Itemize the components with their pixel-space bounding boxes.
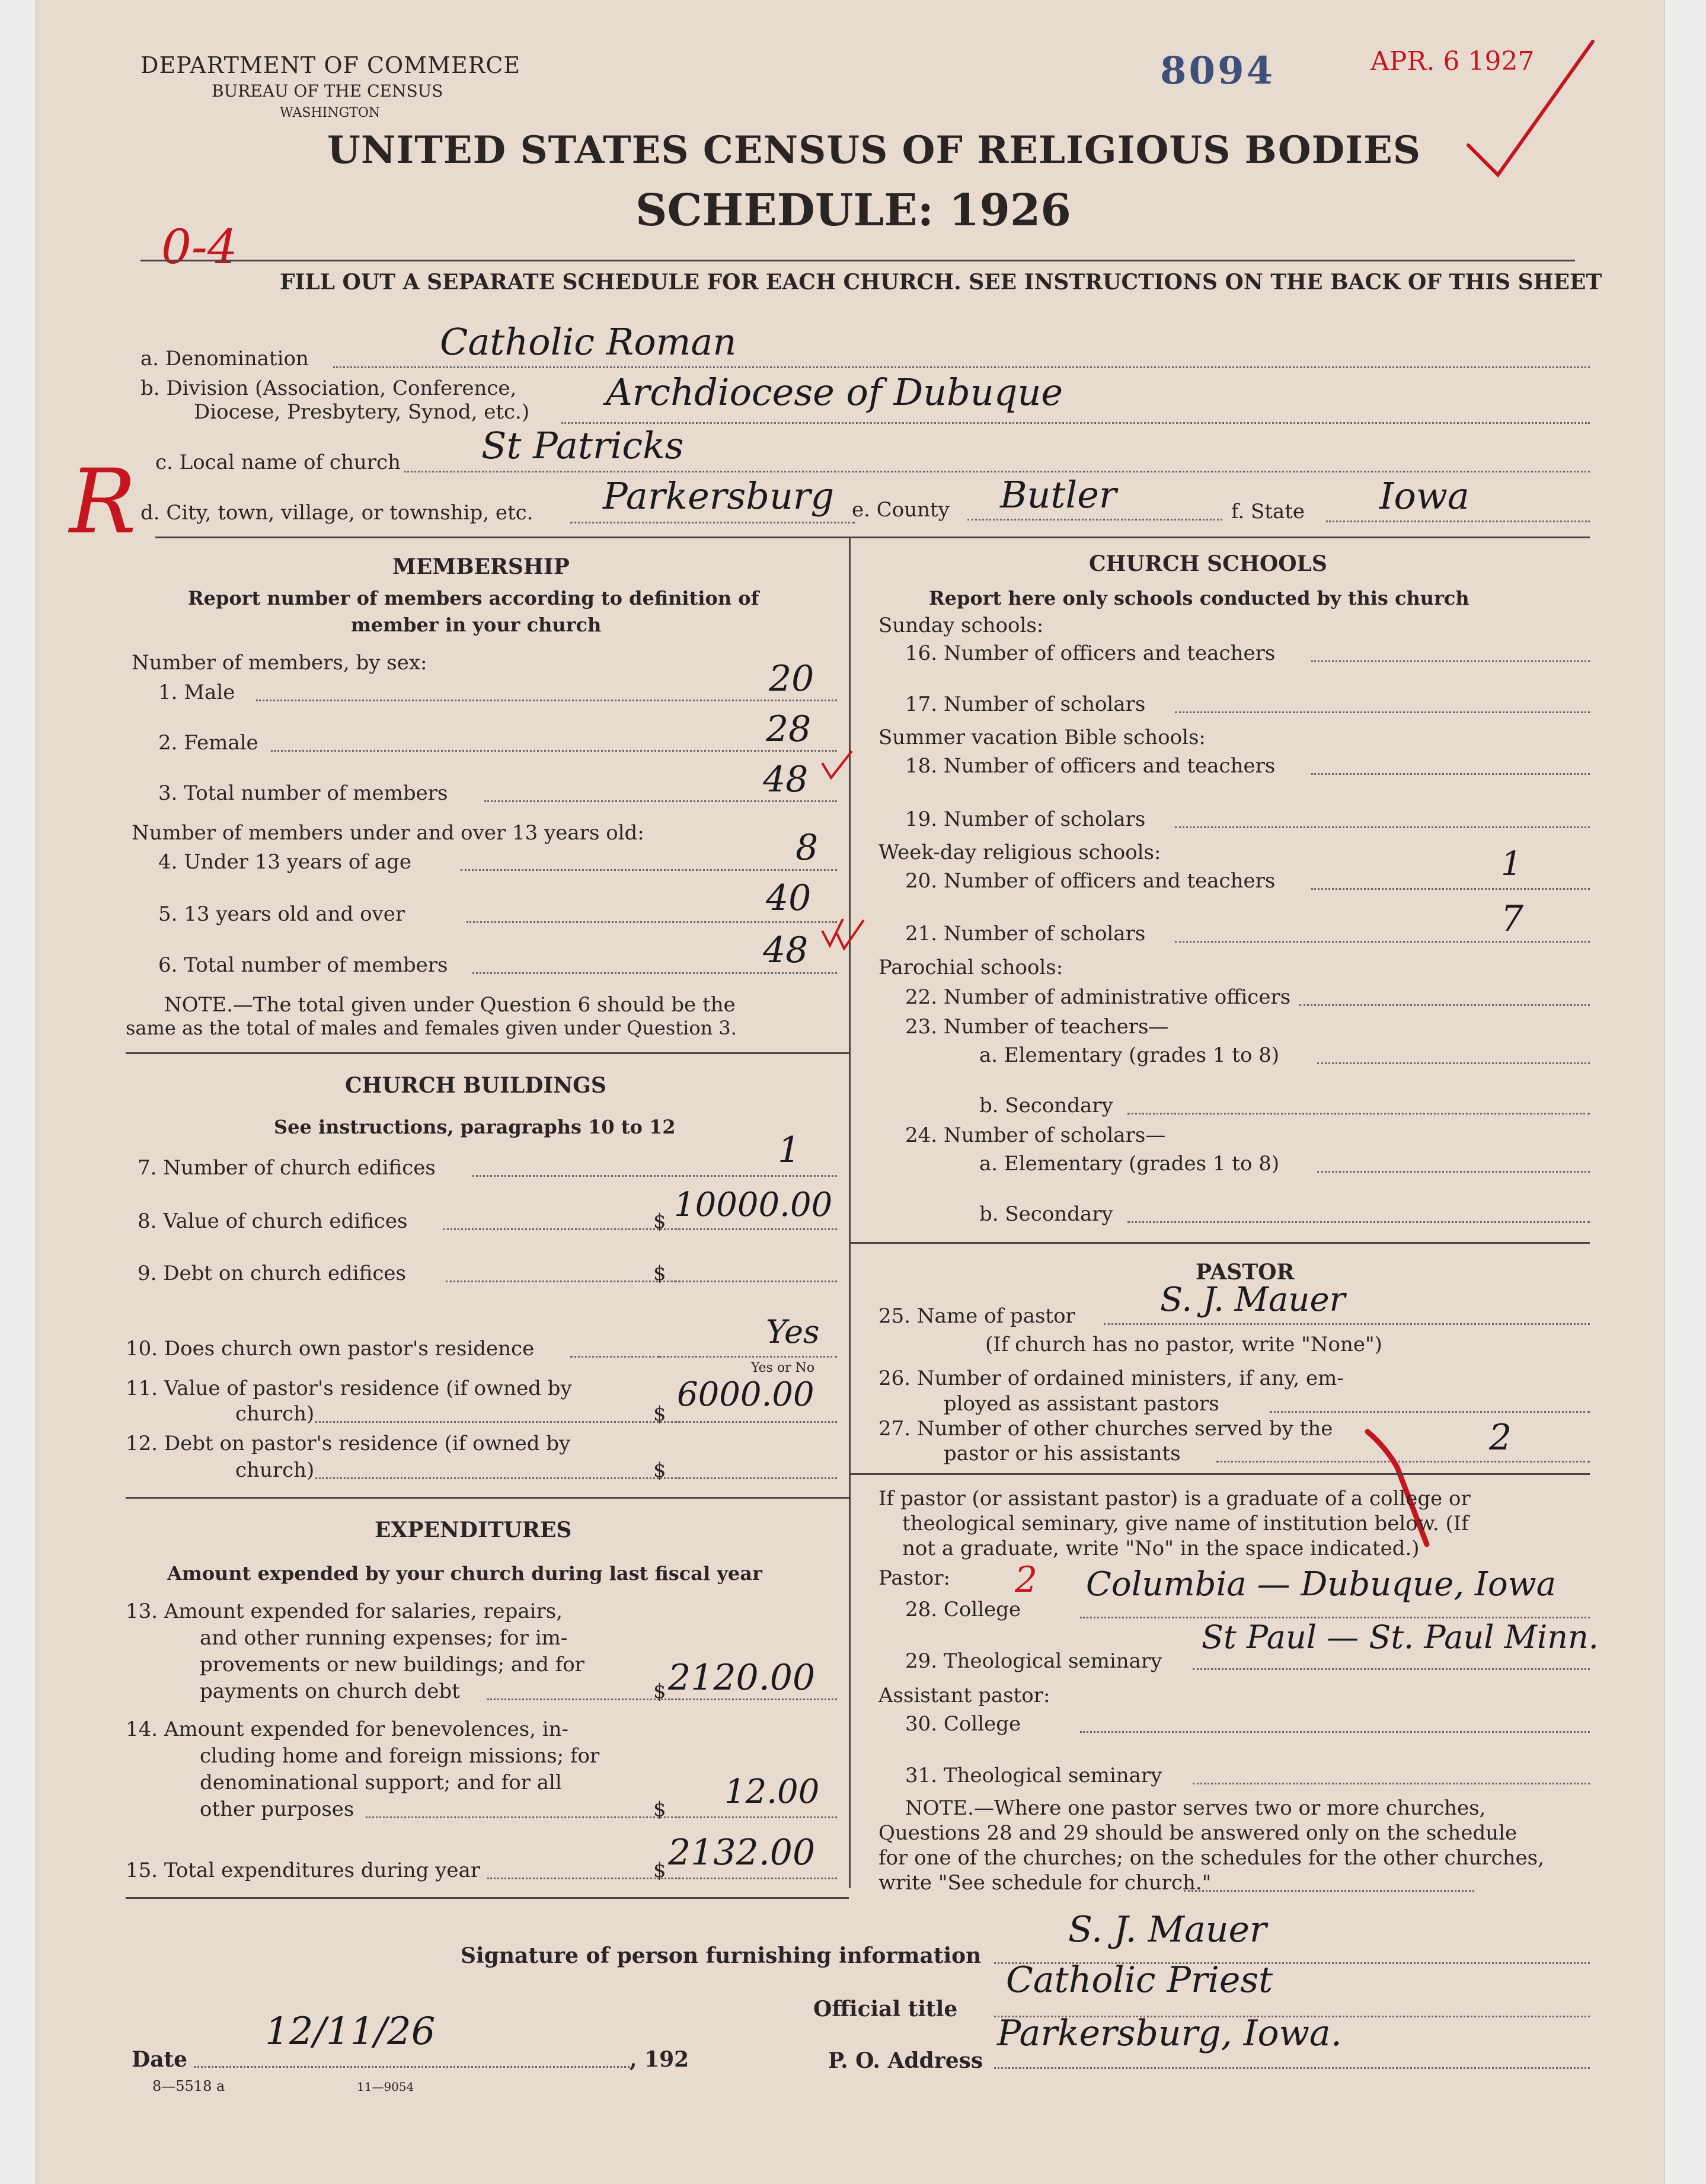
expenditures-rule: [126, 1897, 849, 1899]
checkmark-icon: [1462, 36, 1599, 184]
received-stamp-date: APR. 6 1927: [1370, 46, 1535, 76]
q17-label: 17. Number of scholars: [905, 692, 1146, 716]
q14-line-1: 14. Amount expended for benevolences, in-: [126, 1717, 569, 1741]
checkmark-icon: [819, 913, 867, 954]
q22-line: [1299, 1004, 1590, 1006]
q13-line: [671, 1698, 837, 1700]
po-address-label: P. O. Address: [828, 2048, 983, 2073]
q21-line: [1175, 941, 1590, 943]
pastor-note-2: Questions 28 and 29 should be answered only on the schedule: [878, 1821, 1517, 1845]
local-name-value: St Patricks: [481, 424, 684, 467]
department-name: DEPARTMENT OF COMMERCE: [140, 52, 521, 78]
city-value: Parkersburg: [603, 474, 835, 518]
q8-line: [671, 1228, 837, 1230]
q13-line-2: and other running expenses; for im-: [200, 1626, 568, 1650]
city-line: [570, 522, 855, 523]
po-address-value: Parkersburg, Iowa.: [997, 2013, 1342, 2054]
q11-dollar: $: [653, 1402, 666, 1426]
q14-line: [671, 1816, 837, 1818]
q10-value: Yes: [766, 1313, 820, 1350]
buildings-intro: See instructions, paragraphs 10 to 12: [274, 1116, 676, 1138]
header-rule: [140, 260, 1575, 261]
q17-line: [1175, 711, 1590, 713]
membership-rule: [126, 1052, 849, 1054]
q20-line: [1311, 888, 1590, 890]
q5-value: 40: [766, 877, 812, 919]
q15-value: 2132.00: [668, 1832, 816, 1873]
q15-leader: [487, 1878, 680, 1879]
q3-value: 48: [763, 759, 809, 800]
q19-line: [1175, 826, 1590, 828]
q20-label: 20. Number of officers and teachers: [905, 869, 1276, 893]
county-label: e. County: [852, 498, 950, 522]
general-instruction: FILL OUT A SEPARATE SCHEDULE FOR EACH CHURCH. SEE INSTRUCTIONS ON THE BACK OF THIS SHEET: [280, 270, 1602, 295]
buildings-rule: [126, 1497, 849, 1499]
q1-label: 1. Male: [158, 681, 235, 704]
q20-value: 1: [1501, 845, 1522, 883]
q14-line-3: denominational support; and for all: [200, 1771, 562, 1795]
division-line: [561, 422, 1590, 424]
division-label-2: Diocese, Presbytery, Synod, etc.): [194, 400, 530, 424]
q12-leader: [315, 1477, 680, 1479]
expenditures-intro: Amount expended by your church during last fiscal year: [167, 1562, 762, 1585]
q30-label: 30. College: [905, 1712, 1021, 1736]
membership-intro-2: member in your church: [351, 614, 602, 636]
date-line: [194, 2066, 630, 2068]
q27-label-1: 27. Number of other churches served by the: [878, 1417, 1333, 1441]
q28-label: 28. College: [905, 1598, 1021, 1621]
q31-line: [1193, 1783, 1590, 1784]
q12-label-1: 12. Debt on pastor's residence (if owned by: [126, 1432, 571, 1455]
q11-label-1: 11. Value of pastor's residence (if owned by: [126, 1377, 572, 1400]
q13-value: 2120.00: [668, 1657, 816, 1698]
q10-leader: [570, 1356, 659, 1358]
q18-line: [1311, 773, 1590, 775]
q11-leader: [315, 1421, 680, 1423]
q22-label: 22. Number of administrative officers: [905, 985, 1291, 1009]
q24b-label: b. Secondary: [979, 1202, 1113, 1226]
q26-label-2: ployed as assistant pastors: [944, 1392, 1219, 1416]
q13-line-4: payments on church debt: [200, 1679, 460, 1703]
q23b-label: b. Secondary: [979, 1094, 1113, 1117]
q24a-line: [1317, 1171, 1590, 1173]
graduate-note-1: If pastor (or assistant pastor) is a graduate of a college or: [878, 1487, 1471, 1511]
denomination-line: [333, 366, 1590, 368]
official-title-label: Official title: [813, 1997, 958, 2022]
q8-label: 8. Value of church edifices: [138, 1209, 408, 1233]
state-value: Iowa: [1379, 474, 1469, 518]
q18-label: 18. Number of officers and teachers: [905, 754, 1276, 778]
q15-label: 15. Total expenditures during year: [126, 1859, 481, 1882]
q28-value: Columbia — Dubuque, Iowa: [1086, 1565, 1557, 1604]
q10-label: 10. Does church own pastor's residence: [126, 1337, 535, 1361]
assistant-head: Assistant pastor:: [878, 1684, 1050, 1707]
q26-label-1: 26. Number of ordained ministers, if any, em-: [878, 1366, 1344, 1390]
denomination-value: Catholic Roman: [440, 320, 737, 363]
pastor-title: PASTOR: [1196, 1260, 1295, 1285]
q14-leader: [366, 1816, 680, 1818]
received-stamp-number: 8094: [1160, 49, 1276, 93]
po-address-line: [994, 2067, 1590, 2069]
members-by-age: Number of members under and over 13 years old:: [132, 821, 644, 845]
q5-label: 5. 13 years old and over: [158, 902, 405, 926]
q26-line: [1270, 1411, 1590, 1413]
q29-value: St Paul — St. Paul Minn.: [1202, 1618, 1599, 1656]
county-line: [967, 519, 1222, 521]
see-schedule-line: [1184, 1890, 1474, 1892]
q10-line: [659, 1356, 837, 1358]
q6-label: 6. Total number of members: [158, 953, 448, 977]
q23b-line: [1127, 1113, 1590, 1115]
form-subtitle: SCHEDULE: 1926: [635, 185, 1071, 236]
denomination-label: a. Denomination: [140, 347, 309, 371]
q29-label: 29. Theological seminary: [905, 1649, 1162, 1673]
members-by-sex: Number of members, by sex:: [132, 651, 427, 675]
checkmark-icon: [819, 748, 855, 784]
local-name-label: c. Local name of church: [155, 451, 401, 474]
q13-leader: [487, 1698, 680, 1700]
q25-label: 25. Name of pastor: [878, 1304, 1075, 1328]
sunday-schools-head: Sunday schools:: [878, 614, 1044, 637]
membership-intro-1: Report number of members according to definition of: [188, 587, 759, 609]
q9-dollar: $: [653, 1262, 666, 1285]
city-label: d. City, town, village, or township, etc.: [140, 501, 533, 525]
county-value: Butler: [1000, 473, 1117, 516]
date-label: Date: [132, 2047, 188, 2072]
q13-line-1: 13. Amount expended for salaries, repairs,: [126, 1599, 563, 1623]
q15-line: [671, 1878, 837, 1879]
q3-label: 3. Total number of members: [158, 781, 448, 805]
q4-label: 4. Under 13 years of age: [158, 850, 411, 874]
graduate-note-2: theological seminary, give name of institution below. (If: [902, 1512, 1469, 1535]
q3-line: [484, 800, 837, 802]
q2-label: 2. Female: [158, 731, 258, 755]
q11-label-2: church): [235, 1402, 315, 1426]
date-year-suffix: , 192: [630, 2047, 689, 2072]
q19-label: 19. Number of scholars: [905, 807, 1146, 831]
q7-line: [472, 1175, 837, 1177]
q9-line: [671, 1281, 837, 1282]
q24a-label: a. Elementary (grades 1 to 8): [979, 1152, 1280, 1176]
q2-value: 28: [766, 708, 812, 750]
membership-note-1: NOTE.—The total given under Question 6 should be the: [164, 993, 736, 1017]
q5-line: [467, 921, 837, 923]
weekday-schools-head: Week-day religious schools:: [878, 841, 1161, 864]
state-label: f. State: [1231, 500, 1305, 523]
q9-leader: [446, 1281, 680, 1282]
form-number: 8—5518 a: [152, 2078, 225, 2094]
q21-value: 7: [1501, 898, 1524, 940]
form-title: UNITED STATES CENSUS OF RELIGIOUS BODIES: [327, 128, 1421, 173]
print-number: 11—9054: [357, 2080, 414, 2094]
q16-label: 16. Number of officers and teachers: [905, 641, 1276, 665]
signature-value: S. J. Mauer: [1068, 1909, 1267, 1950]
local-name-line: [404, 471, 1590, 472]
q27-value: 2: [1489, 1417, 1512, 1458]
yes-no-hint: Yes or No: [751, 1361, 815, 1375]
q8-leader: [443, 1228, 680, 1230]
q9-label: 9. Debt on church edifices: [138, 1262, 406, 1285]
q25-line: [1104, 1323, 1590, 1325]
q13-line-3: provements or new buildings; and for: [200, 1653, 584, 1677]
q30-line: [1080, 1731, 1590, 1733]
q1-value: 20: [769, 658, 814, 700]
q27-label-2: pastor or his assistants: [944, 1442, 1181, 1465]
membership-note-2: same as the total of males and females given under Question 3.: [126, 1017, 737, 1039]
handwritten-code: 0-4: [161, 219, 238, 274]
parochial-schools-head: Parochial schools:: [878, 956, 1063, 979]
graduate-note-3: not a graduate, write "No" in the space indicated.): [902, 1537, 1420, 1560]
schools-intro: Report here only schools conducted by this church: [929, 587, 1469, 609]
q25-value: S. J. Mauer: [1160, 1281, 1346, 1319]
q8-value: 10000.00: [674, 1186, 833, 1224]
q8-dollar: $: [653, 1209, 666, 1233]
pastor-note-1: NOTE.—Where one pastor serves two or more churches,: [905, 1796, 1486, 1820]
q4-line: [461, 869, 837, 871]
q6-line: [472, 972, 837, 974]
q25-note: (If church has no pastor, write "None"): [985, 1333, 1382, 1356]
q21-label: 21. Number of scholars: [905, 922, 1146, 946]
q14-line-2: cluding home and foreign missions; for: [200, 1744, 600, 1768]
q4-value: 8: [796, 827, 819, 869]
bureau-city: WASHINGTON: [280, 106, 381, 120]
q11-value: 6000.00: [677, 1375, 814, 1414]
summer-schools-head: Summer vacation Bible schools:: [878, 726, 1206, 749]
q15-dollar: $: [653, 1859, 666, 1882]
q6-value: 48: [763, 930, 809, 971]
pastor-rule: [849, 1473, 1590, 1475]
column-divider: [849, 537, 851, 1888]
membership-title: MEMBERSHIP: [392, 554, 570, 579]
q11-line: [671, 1421, 837, 1423]
schools-title: CHURCH SCHOOLS: [1089, 551, 1327, 576]
q14-value: 12.00: [724, 1773, 820, 1811]
q7-value: 1: [778, 1129, 801, 1171]
signature-label: Signature of person furnishing information: [461, 1943, 982, 1968]
q12-line: [671, 1477, 837, 1479]
bureau-name: BUREAU OF THE CENSUS: [212, 81, 443, 101]
q2-line: [271, 750, 837, 752]
q12-dollar: $: [653, 1458, 666, 1482]
pastor-note-3: for one of the churches; on the schedules for the other churches,: [878, 1846, 1544, 1870]
date-value: 12/11/26: [265, 2010, 436, 2054]
division-label-1: b. Division (Association, Conference,: [140, 376, 517, 400]
q1-line: [256, 700, 837, 701]
division-value: Archdiocese of Dubuque: [606, 371, 1063, 414]
q13-dollar: $: [653, 1679, 666, 1703]
q23a-label: a. Elementary (grades 1 to 8): [979, 1043, 1280, 1067]
q29-line: [1193, 1668, 1590, 1670]
q14-line-4: other purposes: [200, 1797, 354, 1821]
q23a-line: [1317, 1062, 1590, 1064]
q28-mark: 2: [1015, 1559, 1038, 1601]
expenditures-title: EXPENDITURES: [375, 1518, 572, 1543]
margin-mark: R: [69, 451, 136, 554]
census-schedule-sheet: [37, 0, 1664, 2184]
q23-label: 23. Number of teachers—: [905, 1015, 1169, 1039]
q16-line: [1311, 660, 1590, 662]
schools-rule: [849, 1242, 1590, 1244]
state-line: [1326, 521, 1590, 522]
q7-label: 7. Number of church edifices: [138, 1156, 436, 1180]
q14-dollar: $: [653, 1797, 666, 1821]
q12-label-2: church): [235, 1458, 315, 1482]
q24-label: 24. Number of scholars—: [905, 1123, 1166, 1147]
pastor-head: Pastor:: [878, 1566, 950, 1590]
q31-label: 31. Theological seminary: [905, 1764, 1162, 1787]
official-title-value: Catholic Priest: [1006, 1959, 1273, 2001]
pastor-note-4: write "See schedule for church.": [878, 1871, 1212, 1895]
ident-rule: [155, 537, 1590, 538]
q24b-line: [1127, 1221, 1590, 1223]
buildings-title: CHURCH BUILDINGS: [345, 1073, 606, 1098]
